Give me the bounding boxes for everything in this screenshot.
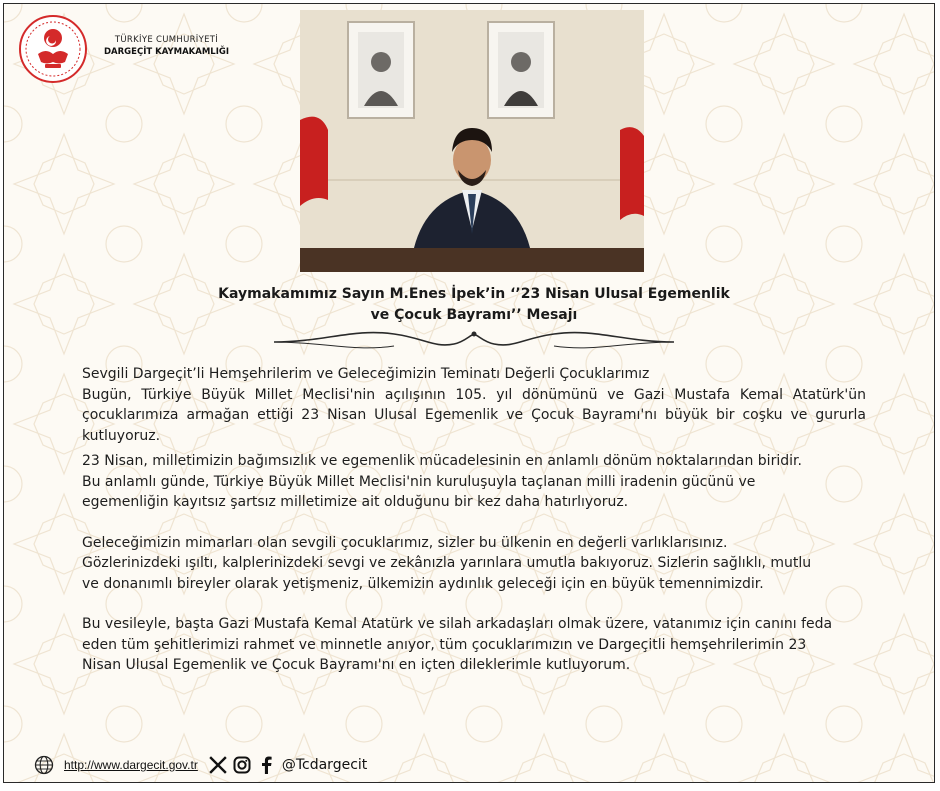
paragraph-4 bbox=[82, 614, 866, 676]
title-line-1: Kaymakamımız Sayın M.Enes İpek’in ‘’23 Nisan Ulusal Egemenlik bbox=[218, 286, 730, 302]
footer bbox=[34, 752, 367, 778]
greeting-line: Sevgili Dargeçit’li Hemşehrilerim ve Geleceğimizin Teminatı Değerli Çocuklarımız bbox=[82, 366, 650, 382]
paragraph-2-line-1: 23 Nisan, milletimizin bağımsızlık ve egemenlik mücadelesinin en anlamlı dönüm noktalarından biridir. bbox=[82, 453, 802, 469]
globe-icon bbox=[34, 755, 54, 775]
org-line-1: TÜRKİYE CUMHURİYETİ bbox=[114, 35, 219, 45]
paragraph-2 bbox=[82, 451, 866, 513]
ornament-divider bbox=[264, 324, 684, 354]
paragraph-1: Bugün, Türkiye Büyük Millet Meclisi'nin açılışının 105. yıl dönümünü ve Gazi Mustafa Kemal Atatürk'ün çocuklarımıza armağan ettiği 23 Nisan Ulusal Egemenlik ve Çocuk Bayramı'nı büyük bir coşku ve gururla kutluyoruz. bbox=[82, 386, 866, 444]
message-body bbox=[82, 364, 866, 676]
org-line-2: DARGEÇİT KAYMAKAMLIĞI bbox=[104, 47, 230, 57]
paragraph-3-line-1: Geleceğimizin mimarları olan sevgili çocuklarımız, sizler bu ülkenin en değerli varlıklarısınız. bbox=[82, 534, 728, 551]
paragraph-4-line-1: Bu vesileyle, başta Gazi Mustafa Kemal Atatürk ve silah arkadaşları olmak üzere, vatanımız için canını feda bbox=[82, 616, 833, 632]
facebook-icon[interactable] bbox=[256, 755, 276, 775]
instagram-icon[interactable] bbox=[232, 755, 252, 775]
paragraph-3-line-3: ve donanımlı bireyler olarak yetişmeniz, ülkemizin aydınlık geleceği için en büyük temennimizdir. bbox=[82, 575, 764, 592]
paragraph-2-line-2: Bu anlamlı günde, Türkiye Büyük Millet Meclisi'nin kuruluşuyla taçlanan milli iradenin gücünü ve bbox=[82, 473, 756, 490]
official-portrait-photo bbox=[300, 10, 644, 272]
message-title bbox=[124, 284, 824, 326]
title-line-2: ve Çocuk Bayramı’’ Mesajı bbox=[370, 307, 578, 323]
paragraph-3 bbox=[82, 533, 866, 595]
website-link[interactable]: http://www.dargecit.gov.tr bbox=[64, 758, 198, 772]
paragraph-3-line-2: Gözlerinizdeki ışıltı, kalplerinizdeki sevgi ve zekânızla yarınlara umutla bakıyoruz. Sizlerin sağlıklı, mutlu bbox=[82, 555, 812, 571]
paragraph-4-line-2: eden tüm şehitlerimizi rahmet ve minnetle anıyor, tüm çocuklarımızın ve Dargeçitli hemşehrilerimin 23 bbox=[82, 636, 807, 653]
x-icon[interactable] bbox=[208, 755, 228, 775]
paragraph-4-line-3: Nisan Ulusal Egemenlik ve Çocuk Bayramı'nı en içten dileklerimle kutluyorum. bbox=[82, 657, 631, 673]
turkey-emblem-logo bbox=[18, 14, 88, 84]
social-handle: @Tcdargecit bbox=[281, 757, 368, 773]
paragraph-2-line-3: egemenliğin kayıtsız şartsız milletimize ait olduğunu bir kez daha hatırlıyoruz. bbox=[82, 494, 629, 510]
message-card bbox=[3, 3, 935, 783]
organization-name bbox=[104, 34, 229, 58]
